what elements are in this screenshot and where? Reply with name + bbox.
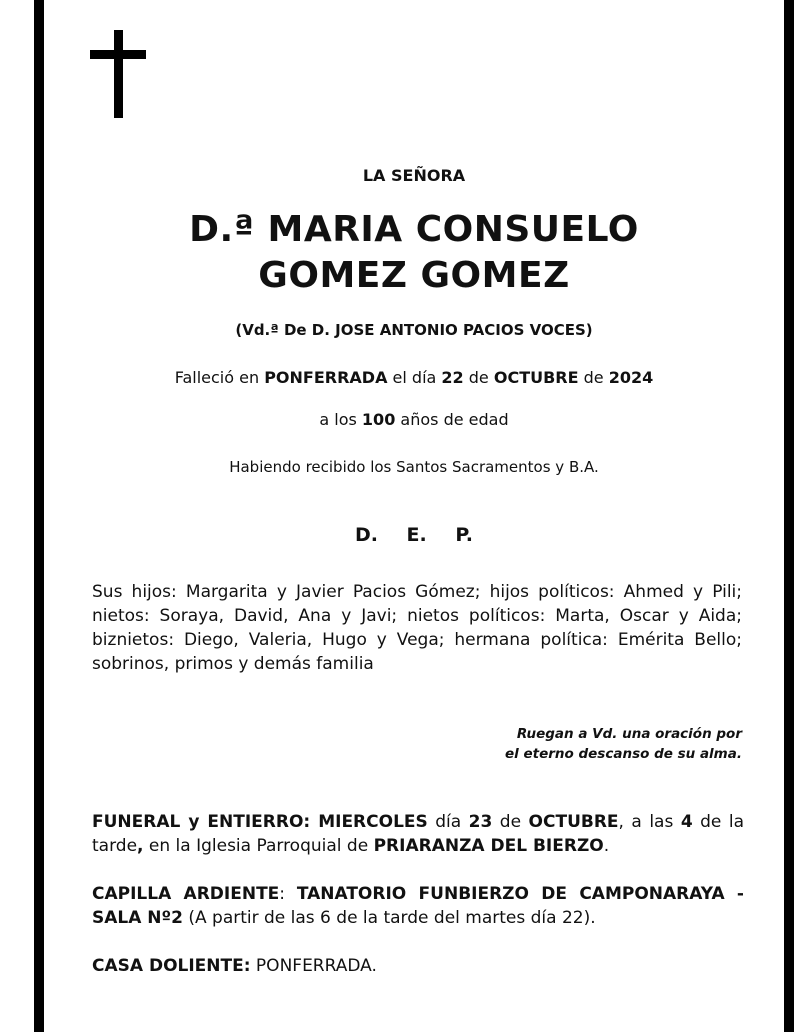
prayer-request bbox=[440, 724, 742, 764]
deceased-name-line1: D.ª MARIA CONSUELO bbox=[189, 209, 639, 250]
funeral-info: FUNERAL y ENTIERRO: MIERCOLES día 23 de OCTUBRE, a las 4 de la tarde, en la Iglesia Parroquial de PRIARANZA DEL BIERZO. bbox=[92, 812, 745, 856]
prayer-line2: el eterno descanso de su alma. bbox=[505, 746, 742, 762]
left-border-bar bbox=[34, 0, 44, 1032]
prayer-line1: Ruegan a Vd. una oración por bbox=[516, 726, 742, 742]
cross-icon bbox=[90, 30, 146, 120]
sacraments-line: Habiendo recibido los Santos Sacramentos y B.A. bbox=[229, 458, 599, 476]
heading-label: LA SEÑORA bbox=[362, 166, 466, 185]
right-border-bar bbox=[784, 0, 794, 1032]
dep-abbreviation: D. E. P. bbox=[354, 524, 474, 546]
deceased-name bbox=[44, 207, 784, 299]
capilla-info: CAPILLA ARDIENTE: TANATORIO FUNBIERZO DE CAMPONARAYA - SALA Nº2 (A partir de las 6 de la tarde del martes día 22). bbox=[92, 884, 744, 928]
capilla-label: CAPILLA ARDIENTE bbox=[92, 884, 280, 904]
death-notice: Falleció en PONFERRADA el día 22 de OCTUBRE de 2024 bbox=[174, 368, 654, 387]
widow-of: (Vd.ª De D. JOSE ANTONIO PACIOS VOCES) bbox=[235, 321, 593, 339]
death-year: 2024 bbox=[608, 368, 654, 387]
death-day: 22 bbox=[441, 368, 464, 387]
casa-label: CASA DOLIENTE: bbox=[92, 956, 251, 976]
family-paragraph: Sus hijos: Margarita y Javier Pacios Gómez; hijos políticos: Ahmed y Pili; nietos: Soraya, David, Ana y Javi; nietos políticos: Marta, Oscar y Aida; biznietos: Diego, Valeria, Hugo y Vega; hermana política: Emérita Bello; sobrinos, primos y demás familia bbox=[92, 582, 742, 674]
funeral-church: PRIARANZA DEL BIERZO bbox=[373, 836, 604, 856]
age-years: 100 bbox=[361, 410, 396, 429]
death-place: PONFERRADA bbox=[264, 368, 388, 387]
deceased-name-line2: GOMEZ GOMEZ bbox=[258, 255, 570, 296]
funeral-label: FUNERAL y ENTIERRO: MIERCOLES bbox=[92, 812, 428, 832]
death-month: OCTUBRE bbox=[493, 368, 579, 387]
age-line: a los 100 años de edad bbox=[319, 410, 509, 429]
casa-doliente bbox=[92, 954, 744, 978]
capilla-place: TANATORIO FUNBIERZO DE CAMPONARAYA - SALA Nº2 bbox=[92, 884, 744, 928]
casa-value: PONFERRADA. bbox=[250, 956, 377, 976]
